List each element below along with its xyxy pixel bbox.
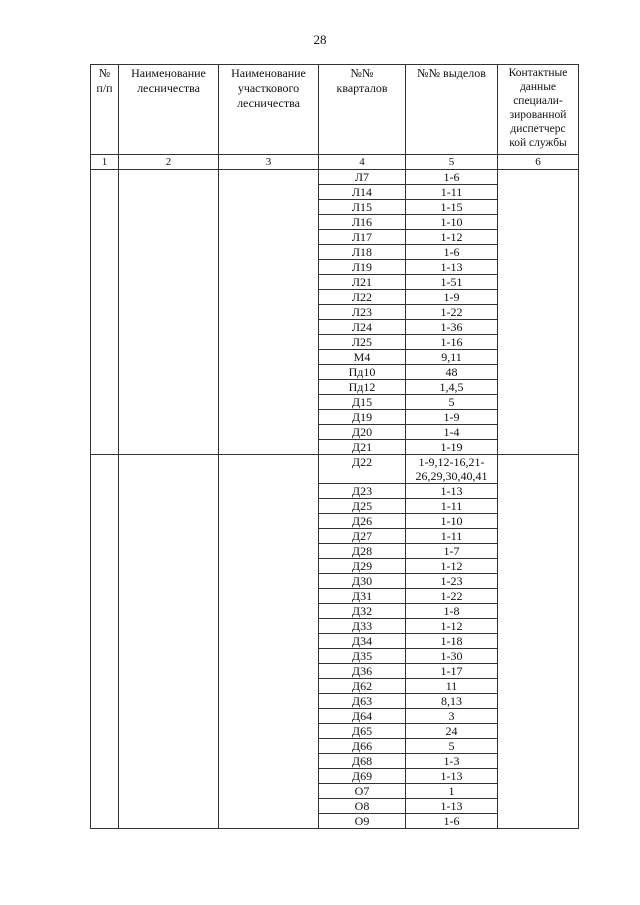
- allotment-cell: 1-10: [406, 514, 498, 529]
- allotment-cell: 1-6: [406, 814, 498, 829]
- table-body: [91, 170, 579, 829]
- allotment-cell: 1-22: [406, 305, 498, 320]
- quarter-cell: Д25: [319, 499, 406, 514]
- allotment-cell: 1-10: [406, 215, 498, 230]
- allotment-cell: 1-8: [406, 604, 498, 619]
- table-row: [91, 170, 579, 185]
- quarter-cell: Д22: [319, 455, 406, 484]
- quarter-cell: Л16: [319, 215, 406, 230]
- quarter-cell: Д63: [319, 694, 406, 709]
- quarter-cell: Д36: [319, 664, 406, 679]
- quarter-cell: Д62: [319, 679, 406, 694]
- quarter-cell: Д27: [319, 529, 406, 544]
- allotment-cell: 11: [406, 679, 498, 694]
- quarter-cell: Л7: [319, 170, 406, 185]
- allotment-cell: 1-9: [406, 290, 498, 305]
- merged-cell-forestry: [119, 170, 219, 455]
- table-row: [91, 455, 579, 484]
- quarter-cell: Л23: [319, 305, 406, 320]
- allotment-cell: 1-11: [406, 499, 498, 514]
- index-cell: 2: [119, 155, 219, 170]
- allotment-cell: 1-23: [406, 574, 498, 589]
- allotment-cell: 1-6: [406, 245, 498, 260]
- allotment-cell: 1-36: [406, 320, 498, 335]
- quarter-cell: Д65: [319, 724, 406, 739]
- allotment-cell: 1-12: [406, 230, 498, 245]
- allotment-cell: 1-7: [406, 544, 498, 559]
- allotment-cell: 1-3: [406, 754, 498, 769]
- quarter-cell: Пд12: [319, 380, 406, 395]
- quarter-cell: Д20: [319, 425, 406, 440]
- quarter-cell: Л22: [319, 290, 406, 305]
- index-cell: 1: [91, 155, 119, 170]
- allotment-cell: 9,11: [406, 350, 498, 365]
- quarter-cell: Л18: [319, 245, 406, 260]
- quarter-cell: Д28: [319, 544, 406, 559]
- allotment-cell: 1-51: [406, 275, 498, 290]
- header-cell-contacts: Контактные данные специали- зированной диспетчерс кой службы: [498, 65, 579, 155]
- allotment-cell: 5: [406, 395, 498, 410]
- header-cell-forestry: Наименование лесничества: [119, 65, 219, 155]
- quarter-cell: Д19: [319, 410, 406, 425]
- allotment-cell: 1-12: [406, 619, 498, 634]
- merged-cell-district-forestry: [219, 455, 319, 829]
- allotment-cell: 1-13: [406, 799, 498, 814]
- merged-cell-contacts: [498, 170, 579, 455]
- allotment-cell: 1-13: [406, 769, 498, 784]
- allotment-cell: 24: [406, 724, 498, 739]
- header-cell-district-forestry: Наименование участкового лесничества: [219, 65, 319, 155]
- allotment-cell: 1-13: [406, 484, 498, 499]
- merged-cell-number: [91, 455, 119, 829]
- quarter-cell: Л14: [319, 185, 406, 200]
- quarter-cell: Д35: [319, 649, 406, 664]
- index-cell: 6: [498, 155, 579, 170]
- allotment-cell: 1-4: [406, 425, 498, 440]
- allotment-cell: 1-30: [406, 649, 498, 664]
- allotment-cell: 1-16: [406, 335, 498, 350]
- quarter-cell: Д64: [319, 709, 406, 724]
- index-cell: 4: [319, 155, 406, 170]
- quarter-cell: Д29: [319, 559, 406, 574]
- page-number: 28: [313, 32, 327, 47]
- merged-cell-forestry: [119, 455, 219, 829]
- quarter-cell: О9: [319, 814, 406, 829]
- header-cell-allotments: №№ выделов: [406, 65, 498, 155]
- quarter-cell: Д66: [319, 739, 406, 754]
- merged-cell-district-forestry: [219, 170, 319, 455]
- quarter-cell: Д23: [319, 484, 406, 499]
- quarter-cell: Л15: [319, 200, 406, 215]
- header-row: [91, 65, 579, 155]
- quarter-cell: Д15: [319, 395, 406, 410]
- allotment-cell: 3: [406, 709, 498, 724]
- quarter-cell: О7: [319, 784, 406, 799]
- index-cell: 3: [219, 155, 319, 170]
- header-cell-number: № п/п: [91, 65, 119, 155]
- allotment-cell: 1,4,5: [406, 380, 498, 395]
- allotment-cell: 1-15: [406, 200, 498, 215]
- quarter-cell: Д33: [319, 619, 406, 634]
- quarter-cell: Л19: [319, 260, 406, 275]
- quarter-cell: Д31: [319, 589, 406, 604]
- quarter-cell: Д30: [319, 574, 406, 589]
- allotment-cell: 1-11: [406, 529, 498, 544]
- quarter-cell: О8: [319, 799, 406, 814]
- quarter-cell: Л24: [319, 320, 406, 335]
- forestry-table: [90, 64, 579, 829]
- allotment-cell: 48: [406, 365, 498, 380]
- allotment-cell: 1-9,12-16,21- 26,29,30,40,41: [406, 455, 498, 484]
- index-cell: 5: [406, 155, 498, 170]
- allotment-cell: 1-19: [406, 440, 498, 455]
- allotment-cell: 5: [406, 739, 498, 754]
- quarter-cell: Д32: [319, 604, 406, 619]
- quarter-cell: Д68: [319, 754, 406, 769]
- quarter-cell: Д34: [319, 634, 406, 649]
- allotment-cell: 1-12: [406, 559, 498, 574]
- allotment-cell: 1-9: [406, 410, 498, 425]
- quarter-cell: Пд10: [319, 365, 406, 380]
- quarter-cell: Л25: [319, 335, 406, 350]
- merged-cell-contacts: [498, 455, 579, 829]
- allotment-cell: 1-11: [406, 185, 498, 200]
- allotment-cell: 1-13: [406, 260, 498, 275]
- allotment-cell: 1-22: [406, 589, 498, 604]
- quarter-cell: Д26: [319, 514, 406, 529]
- allotment-cell: 8,13: [406, 694, 498, 709]
- header-cell-quarters: №№ кварталов: [319, 65, 406, 155]
- merged-cell-number: [91, 170, 119, 455]
- column-index-row: [91, 155, 579, 170]
- quarter-cell: Л21: [319, 275, 406, 290]
- allotment-cell: 1: [406, 784, 498, 799]
- quarter-cell: Д69: [319, 769, 406, 784]
- quarter-cell: Д21: [319, 440, 406, 455]
- allotment-cell: 1-6: [406, 170, 498, 185]
- quarter-cell: Л17: [319, 230, 406, 245]
- allotment-cell: 1-17: [406, 664, 498, 679]
- quarter-cell: М4: [319, 350, 406, 365]
- allotment-cell: 1-18: [406, 634, 498, 649]
